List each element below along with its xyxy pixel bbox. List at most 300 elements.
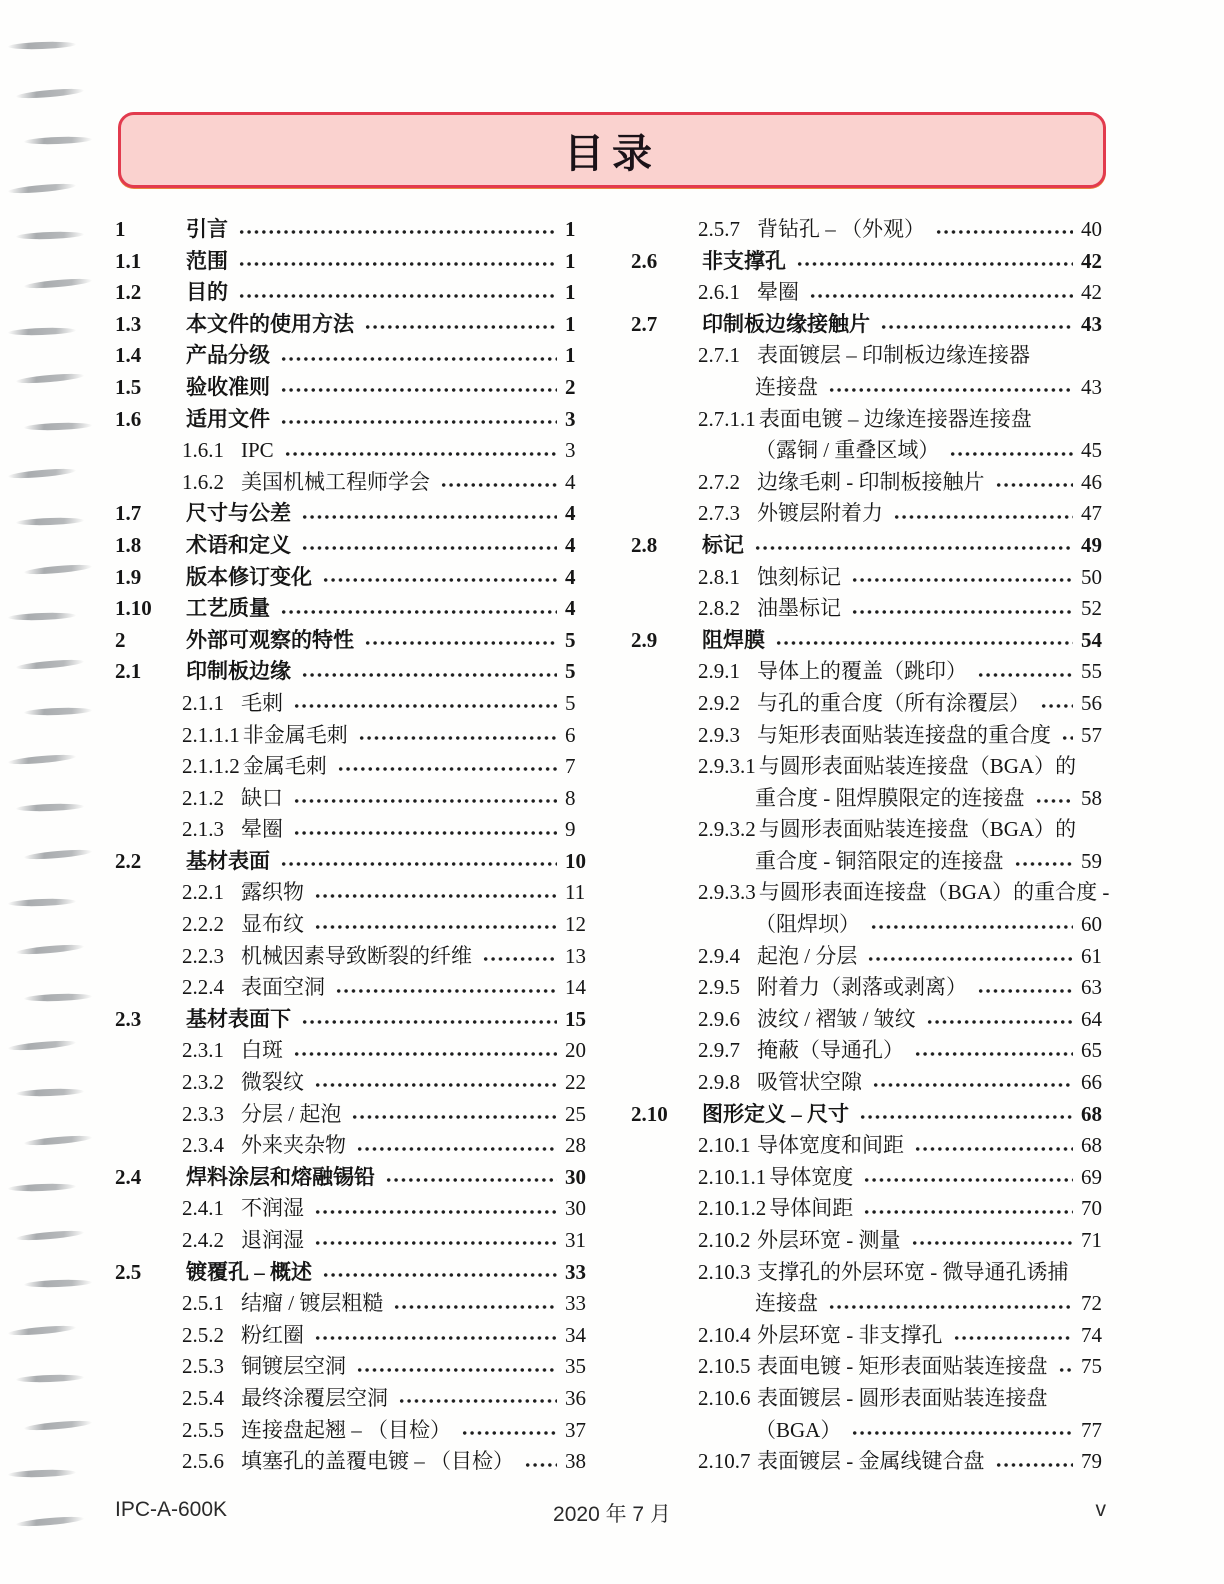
dot-leader [880, 309, 1073, 341]
toc-entry [115, 814, 597, 846]
dot-leader [364, 309, 557, 341]
toc-entry-number: 2.4.1 [182, 1196, 224, 1221]
binding-mark [16, 372, 84, 385]
toc-entry-page: 79 [1081, 1449, 1102, 1474]
toc-entry [115, 1351, 597, 1383]
toc-entry-number: 2.1.1.1 [182, 722, 240, 747]
toc-entry-number: 2.10.3 [698, 1259, 751, 1284]
table-of-contents [115, 214, 1113, 1478]
page-footer [0, 1498, 1224, 1528]
dot-leader [314, 1193, 557, 1225]
dot-leader [859, 1099, 1073, 1131]
toc-left-column [115, 214, 597, 1478]
dot-leader [335, 972, 557, 1004]
toc-entry [115, 593, 597, 625]
toc-entry-page: 74 [1081, 1322, 1102, 1347]
toc-entry-page: 63 [1081, 975, 1102, 1000]
toc-entry [631, 1320, 1113, 1352]
toc-entry-page: 12 [565, 912, 586, 937]
toc-entry-number: 2.9.5 [698, 975, 740, 1000]
toc-entry-label: 本文件的使用方法 [186, 311, 354, 336]
toc-entry-label: 填塞孔的盖覆电镀 – （目检） [241, 1449, 514, 1474]
toc-entry-number: 2.7 [631, 311, 658, 336]
dot-leader [440, 467, 557, 499]
binding-mark [24, 707, 92, 716]
toc-entry-number: 2.3.1 [182, 1038, 224, 1063]
toc-entry-number: 2.5.2 [182, 1322, 224, 1347]
toc-entry-number: 2.9.1 [698, 659, 740, 684]
toc-entry-page: 4 [565, 564, 576, 589]
dot-leader [867, 941, 1073, 973]
toc-entry [631, 877, 1113, 909]
toc-entry-page: 3 [565, 406, 576, 431]
toc-entry [115, 1035, 597, 1067]
toc-entry [115, 1193, 597, 1225]
toc-entry-label: 焊料涂层和熔融锡铅 [186, 1164, 375, 1189]
toc-entry-label: 表面镀层 - 圆形表面贴装连接盘 [757, 1385, 1048, 1410]
dot-leader [322, 1257, 557, 1289]
toc-entry-page: 14 [565, 975, 586, 1000]
dot-leader [977, 656, 1073, 688]
toc-entry-label: 支撑孔的外层环宽 - 微导通孔诱捕 [757, 1259, 1069, 1284]
toc-entry-page: 68 [1081, 1133, 1102, 1158]
toc-entry [115, 246, 597, 278]
toc-entry [115, 530, 597, 562]
binding-mark [8, 1469, 76, 1478]
toc-entry-label: 外层环宽 - 非支撑孔 [757, 1322, 943, 1347]
toc-entry-label: 镀覆孔 – 概述 [186, 1259, 312, 1284]
toc-entry-page: 42 [1081, 280, 1102, 305]
toc-entry-label: 结瘤 / 镀层粗糙 [241, 1291, 384, 1316]
toc-entry-number: 2.1 [115, 659, 142, 684]
toc-entry-label: 掩蔽（导通孔） [757, 1038, 904, 1063]
toc-entry [631, 1035, 1113, 1067]
binding-mark [24, 993, 92, 1002]
dot-leader [284, 435, 557, 467]
toc-entry-label: 美国机械工程师学会 [241, 469, 430, 494]
toc-entry-page: 7 [565, 754, 576, 779]
toc-entry-page: 4 [565, 501, 576, 526]
toc-entry [631, 1351, 1113, 1383]
toc-entry-page: 1 [565, 248, 576, 273]
dot-leader [482, 941, 557, 973]
binding-mark [8, 467, 76, 480]
toc-entry-number: 2.5 [115, 1259, 142, 1284]
toc-entry [115, 562, 597, 594]
toc-entry [631, 688, 1113, 720]
toc-entry-page: 50 [1081, 564, 1102, 589]
toc-entry-number: 2.2.1 [182, 880, 224, 905]
binding-mark [24, 277, 92, 290]
toc-entry-label: 附着力（剥落或剥离） [757, 975, 967, 1000]
toc-entry-page: 64 [1081, 1006, 1102, 1031]
dot-leader [238, 214, 557, 246]
toc-entry [115, 277, 597, 309]
toc-entry-page: 4 [565, 596, 576, 621]
toc-entry-label: 退润湿 [241, 1228, 304, 1252]
toc-entry-number: 2.9.3.3 [698, 880, 756, 905]
toc-entry-number: 2.1.2 [182, 785, 224, 810]
toc-entry [631, 435, 1113, 467]
toc-entry-label: 阻焊膜 [702, 627, 765, 652]
toc-entry-number: 2.2 [115, 848, 142, 873]
dot-leader [293, 783, 557, 815]
toc-entry-label: 外部可观察的特性 [186, 627, 354, 652]
toc-entry-number: 2.3 [115, 1006, 142, 1031]
dot-leader [280, 404, 557, 436]
toc-entry-page: 43 [1081, 311, 1102, 336]
toc-right-column [631, 214, 1113, 1478]
toc-entry [115, 877, 597, 909]
dot-leader [754, 530, 1073, 562]
toc-entry-label: 与圆形表面连接盘（BGA）的重合度 - [758, 880, 1110, 905]
toc-entry-label: 油墨标记 [757, 596, 841, 621]
toc-entry-label: 范围 [186, 248, 228, 273]
toc-entry-label: 尺寸与公差 [186, 501, 291, 526]
toc-entry [631, 814, 1113, 846]
toc-entry-page: 13 [565, 943, 586, 968]
toc-entry-number: 2.9.7 [698, 1038, 740, 1063]
toc-entry [115, 783, 597, 815]
toc-entry-label: 产品分级 [186, 343, 270, 368]
toc-entry [631, 1415, 1113, 1447]
dot-leader [995, 467, 1074, 499]
toc-entry-label: 分层 / 起泡 [241, 1101, 342, 1126]
toc-entry [631, 404, 1113, 436]
toc-entry-number: 2.10.1 [698, 1133, 751, 1158]
toc-entry-page: 30 [565, 1164, 586, 1189]
toc-entry-number: 1 [115, 217, 126, 241]
toc-entry-number: 2.7.1 [698, 343, 740, 368]
toc-entry-label: 连接盘 [755, 1291, 818, 1316]
binding-mark [16, 658, 84, 671]
toc-entry-number: 2.2.2 [182, 912, 224, 937]
toc-entry-label: 标记 [702, 532, 744, 557]
toc-entry-label: 白斑 [241, 1038, 283, 1063]
binding-mark [8, 326, 76, 335]
toc-entry [631, 467, 1113, 499]
toc-entry-page: 65 [1081, 1038, 1102, 1063]
toc-entry-label: 晕圈 [757, 280, 799, 305]
binding-mark [16, 231, 84, 240]
binding-mark [16, 1088, 84, 1097]
dot-leader [461, 1415, 557, 1447]
toc-entry-number: 2.3.2 [182, 1070, 224, 1095]
dot-leader [280, 846, 557, 878]
toc-entry [631, 1446, 1113, 1478]
toc-entry [115, 309, 597, 341]
toc-entry-page: 28 [565, 1133, 586, 1158]
toc-entry-number: 2.10.6 [698, 1385, 751, 1410]
toc-entry-label: （露铜 / 重叠区域） [755, 438, 940, 463]
toc-entry-label: 连接盘 [755, 374, 818, 399]
toc-entry [115, 1225, 597, 1257]
toc-entry [631, 593, 1113, 625]
dot-leader [280, 372, 557, 404]
toc-entry [631, 1067, 1113, 1099]
toc-entry-label: 目的 [186, 280, 228, 305]
dot-leader [863, 1162, 1073, 1194]
dot-leader [851, 562, 1073, 594]
dot-leader [337, 751, 557, 783]
toc-entry [631, 1257, 1113, 1289]
binding-mark [24, 1419, 92, 1432]
toc-entry-page: 25 [565, 1101, 586, 1126]
toc-entry-number: 2.9.3.1 [698, 754, 756, 779]
toc-entry-label: 吸管状空隙 [757, 1070, 862, 1095]
toc-entry-page: 59 [1081, 848, 1102, 873]
toc-entry-label: 印制板边缘 [186, 659, 291, 684]
dot-leader [385, 1162, 557, 1194]
dot-leader [356, 1351, 557, 1383]
toc-entry-label: 边缘毛刺 - 印制板接触片 [757, 469, 985, 494]
toc-entry-label: 金属毛刺 [242, 754, 327, 779]
toc-entry [631, 625, 1113, 657]
binding-mark [16, 943, 84, 956]
toc-entry [115, 1446, 597, 1478]
toc-entry-label: 非金属毛刺 [242, 722, 348, 747]
toc-entry-label: 表面镀层 – 印制板边缘连接器 [757, 343, 1030, 368]
toc-entry-number: 2.10.7 [698, 1449, 751, 1474]
page-title: 目录 [564, 130, 660, 176]
dot-leader [238, 246, 557, 278]
dot-leader [893, 498, 1073, 530]
dot-leader [926, 1004, 1073, 1036]
toc-entry-label: 基材表面 [186, 848, 270, 873]
toc-entry-page: 8 [565, 785, 576, 810]
toc-entry [631, 340, 1113, 372]
dot-leader [775, 625, 1073, 657]
toc-entry-number: 2.9.3.2 [698, 817, 756, 842]
dot-leader [1014, 846, 1074, 878]
dot-leader [280, 593, 557, 625]
toc-entry [631, 530, 1113, 562]
toc-entry-number: 2.9.6 [698, 1006, 740, 1031]
toc-entry-page: 1 [565, 280, 576, 305]
spiral-binding-marks [0, 0, 130, 1584]
toc-entry-label: 蚀刻标记 [757, 564, 841, 589]
toc-entry-page: 37 [565, 1417, 586, 1442]
toc-entry-number: 2.10 [631, 1101, 668, 1126]
toc-entry-page: 11 [565, 880, 586, 905]
toc-entry-number: 2.10.1.1 [698, 1164, 767, 1189]
toc-entry-page: 47 [1081, 501, 1102, 526]
dot-leader [301, 530, 557, 562]
toc-entry-label: 不润湿 [241, 1196, 304, 1221]
binding-mark [8, 612, 76, 621]
dot-leader [322, 562, 557, 594]
toc-entry-number: 2.1.3 [182, 817, 224, 842]
toc-entry-page: 43 [1081, 374, 1102, 399]
dot-leader [314, 1067, 557, 1099]
dot-leader [314, 909, 557, 941]
dot-leader [995, 1446, 1074, 1478]
toc-entry-number: 2.9.2 [698, 690, 740, 715]
dot-leader [1040, 688, 1073, 720]
binding-mark [8, 1324, 76, 1337]
toc-entry-number: 1.6.2 [182, 469, 224, 494]
binding-mark [16, 1229, 84, 1242]
dot-leader [356, 1130, 557, 1162]
toc-entry [115, 435, 597, 467]
toc-entry [115, 720, 597, 752]
toc-entry [115, 1162, 597, 1194]
dot-leader [796, 246, 1073, 278]
binding-mark [8, 182, 76, 195]
toc-entry [631, 783, 1113, 815]
toc-entry [631, 1004, 1113, 1036]
toc-entry-number: 1.2 [115, 280, 142, 305]
toc-entry-label: 验收准则 [186, 374, 270, 399]
toc-entry [115, 909, 597, 941]
toc-entry [631, 941, 1113, 973]
toc-entry-label: 重合度 - 阻焊膜限定的连接盘 [755, 785, 1025, 810]
toc-entry-number: 2.10.1.2 [698, 1196, 767, 1221]
toc-entry [631, 1162, 1113, 1194]
toc-entry-number: 2.10.5 [698, 1354, 751, 1379]
toc-entry-label: 术语和定义 [186, 532, 291, 557]
toc-entry [631, 1225, 1113, 1257]
footer-date: 2020 年 7 月 [553, 1503, 671, 1526]
toc-entry-page: 20 [565, 1038, 586, 1063]
binding-mark [24, 563, 92, 576]
toc-entry-page: 36 [565, 1385, 586, 1410]
toc-entry-number: 2.7.1.1 [698, 406, 756, 431]
toc-entry-label: 表面空洞 [241, 975, 325, 1000]
dot-leader [863, 1193, 1073, 1225]
toc-entry-number: 2.5.4 [182, 1385, 224, 1410]
dot-leader [914, 1130, 1073, 1162]
toc-entry-page: 33 [565, 1291, 586, 1316]
toc-entry-page: 45 [1081, 438, 1102, 463]
toc-entry [631, 972, 1113, 1004]
toc-entry [115, 1257, 597, 1289]
binding-mark [24, 1278, 92, 1287]
toc-entry-page: 54 [1081, 627, 1102, 652]
toc-entry-page: 75 [1081, 1354, 1102, 1379]
dot-leader [914, 1035, 1073, 1067]
toc-entry-label: 图形定义 – 尺寸 [702, 1101, 849, 1126]
toc-entry-label: 连接盘起翘 – （目检） [241, 1417, 451, 1442]
toc-entry-number: 2.7.2 [698, 469, 740, 494]
toc-entry-page: 5 [565, 659, 576, 684]
toc-entry-page: 69 [1081, 1164, 1102, 1189]
toc-entry [631, 498, 1113, 530]
toc-entry-page: 38 [565, 1449, 586, 1474]
toc-entry-page: 66 [1081, 1070, 1102, 1095]
toc-entry-label: 印制板边缘接触片 [702, 311, 870, 336]
toc-entry [631, 656, 1113, 688]
toc-entry-label: 适用文件 [186, 406, 270, 431]
toc-entry-page: 10 [565, 848, 586, 873]
dot-leader [911, 1225, 1074, 1257]
toc-entry-number: 1.8 [115, 532, 142, 557]
toc-entry-label: 与圆形表面贴装连接盘（BGA）的 [758, 754, 1077, 779]
dot-leader [828, 372, 1073, 404]
toc-entry-page: 30 [565, 1196, 586, 1221]
toc-entry [115, 467, 597, 499]
toc-entry [115, 972, 597, 1004]
toc-entry [631, 1383, 1113, 1415]
toc-entry-label: （阻焊坝） [755, 912, 860, 937]
toc-entry-number: 2.7.3 [698, 501, 740, 526]
toc-entry-number: 2.6 [631, 248, 658, 273]
dot-leader [280, 340, 557, 372]
dot-leader [949, 435, 1073, 467]
toc-entry-page: 1 [565, 311, 576, 336]
toc-entry-number: 2.3.4 [182, 1133, 224, 1158]
toc-entry [631, 846, 1113, 878]
dot-leader [935, 214, 1073, 246]
toc-entry-label: 铜镀层空洞 [241, 1354, 346, 1379]
dot-leader [358, 720, 557, 752]
toc-entry [631, 720, 1113, 752]
binding-mark [16, 1374, 84, 1383]
toc-entry-page: 5 [565, 627, 576, 652]
toc-entry-page: 40 [1081, 217, 1102, 241]
toc-entry-number: 2.9.4 [698, 943, 740, 968]
toc-entry-number: 1.7 [115, 501, 142, 526]
toc-entry-page: 68 [1081, 1101, 1102, 1126]
toc-entry-number: 2.10.4 [698, 1322, 751, 1347]
toc-entry-label: 波纹 / 褶皱 / 皱纹 [757, 1006, 916, 1031]
binding-mark [8, 1183, 76, 1192]
toc-entry-label: 表面电镀 - 矩形表面贴装连接盘 [757, 1354, 1048, 1379]
toc-entry-label: 背钻孔 – （外观） [757, 217, 925, 241]
toc-entry-number: 2.4 [115, 1164, 142, 1189]
toc-entry-number: 1.1 [115, 248, 142, 273]
dot-leader [851, 1415, 1073, 1447]
toc-entry-number: 1.6.1 [182, 438, 224, 463]
toc-entry [631, 372, 1113, 404]
toc-entry-page: 22 [565, 1070, 586, 1095]
dot-leader [351, 1099, 557, 1131]
toc-entry-number: 1.3 [115, 311, 142, 336]
dot-leader [293, 814, 557, 846]
toc-entry [115, 1130, 597, 1162]
footer-document-id: IPC-A-600K [115, 1498, 228, 1521]
toc-entry-label: 粉红圈 [241, 1322, 304, 1347]
toc-entry-label: 外来夹杂物 [241, 1133, 346, 1158]
toc-entry [115, 498, 597, 530]
dot-leader [293, 1035, 557, 1067]
toc-entry-label: （BGA） [755, 1417, 842, 1442]
dot-leader [301, 656, 557, 688]
toc-entry [631, 1288, 1113, 1320]
toc-entry-page: 2 [565, 374, 576, 399]
title-banner [118, 112, 1106, 188]
toc-entry-number: 1.4 [115, 343, 142, 368]
toc-entry [115, 656, 597, 688]
dot-leader [1058, 1351, 1074, 1383]
dot-leader [1035, 783, 1074, 815]
toc-entry-page: 60 [1081, 912, 1102, 937]
toc-entry-label: 表面镀层 - 金属线键合盘 [757, 1449, 985, 1474]
toc-entry-page: 46 [1081, 469, 1102, 494]
toc-entry-label: 表面电镀 – 边缘连接器连接盘 [758, 406, 1032, 431]
toc-entry-number: 1.6 [115, 406, 142, 431]
toc-entry-page: 5 [565, 690, 576, 715]
toc-entry-number: 2.4.2 [182, 1228, 224, 1252]
toc-entry-label: 引言 [186, 217, 228, 241]
toc-entry-page: 57 [1081, 722, 1102, 747]
toc-entry-label: 毛刺 [241, 690, 283, 715]
toc-entry [115, 340, 597, 372]
dot-leader [398, 1383, 557, 1415]
toc-entry-label: 与圆形表面贴装连接盘（BGA）的 [758, 817, 1077, 842]
toc-entry-page: 42 [1081, 248, 1102, 273]
toc-entry-label: 非支撑孔 [702, 248, 786, 273]
